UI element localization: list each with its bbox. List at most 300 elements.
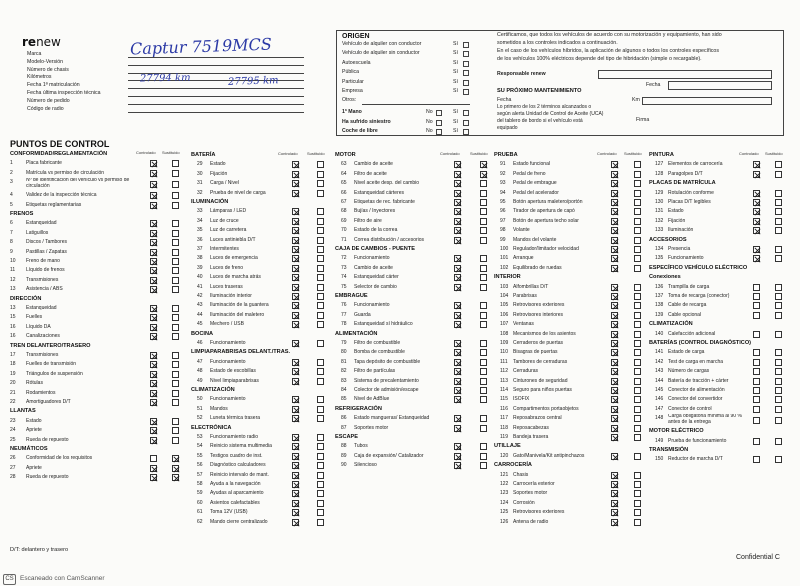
checked-checkbox[interactable] xyxy=(611,180,618,187)
checked-checkbox[interactable] xyxy=(150,380,157,387)
checked-checkbox[interactable] xyxy=(611,415,618,422)
checked-checkbox[interactable] xyxy=(611,331,618,338)
checked-checkbox[interactable] xyxy=(753,331,760,338)
checked-checkbox[interactable] xyxy=(150,324,157,331)
checked-checkbox[interactable] xyxy=(150,474,157,481)
replaced-checkbox[interactable] xyxy=(775,255,782,262)
checked-checkbox[interactable] xyxy=(753,208,760,215)
checked-checkbox[interactable] xyxy=(611,246,618,253)
checked-checkbox[interactable] xyxy=(454,302,461,309)
checked-checkbox[interactable] xyxy=(611,199,618,206)
replaced-checkbox[interactable] xyxy=(634,161,641,168)
checked-checkbox[interactable] xyxy=(454,415,461,422)
checked-checkbox[interactable] xyxy=(611,349,618,356)
checked-checkbox[interactable] xyxy=(611,161,618,168)
replaced-checkbox[interactable] xyxy=(317,453,324,460)
checked-checkbox[interactable] xyxy=(292,406,299,413)
replaced-checkbox[interactable] xyxy=(634,378,641,385)
checked-checkbox[interactable] xyxy=(150,455,157,462)
checked-checkbox[interactable] xyxy=(292,519,299,526)
replaced-checkbox[interactable] xyxy=(775,331,782,338)
replaced-checkbox[interactable] xyxy=(634,519,641,526)
checked-checkbox[interactable] xyxy=(454,312,461,319)
replaced-checkbox[interactable] xyxy=(317,293,324,300)
checked-checkbox[interactable] xyxy=(753,368,760,375)
checked-checkbox[interactable] xyxy=(292,255,299,262)
replaced-checkbox[interactable] xyxy=(317,180,324,187)
checked-checkbox[interactable] xyxy=(150,267,157,274)
checked-checkbox[interactable] xyxy=(150,160,157,167)
replaced-checkbox[interactable] xyxy=(317,378,324,385)
checked-checkbox[interactable] xyxy=(454,378,461,385)
replaced-checkbox[interactable] xyxy=(634,500,641,507)
checked-checkbox[interactable] xyxy=(753,199,760,206)
replaced-checkbox[interactable] xyxy=(775,396,782,403)
replaced-checkbox[interactable] xyxy=(634,293,641,300)
checked-checkbox[interactable] xyxy=(292,509,299,516)
checked-checkbox[interactable] xyxy=(292,453,299,460)
checked-checkbox[interactable] xyxy=(292,368,299,375)
replaced-checkbox[interactable] xyxy=(172,380,179,387)
replaced-checkbox[interactable] xyxy=(634,246,641,253)
checked-checkbox[interactable] xyxy=(611,171,618,178)
checked-checkbox[interactable] xyxy=(292,500,299,507)
replaced-checkbox[interactable] xyxy=(480,208,487,215)
checked-checkbox[interactable] xyxy=(753,456,760,463)
replaced-checkbox[interactable] xyxy=(317,415,324,422)
checked-checkbox[interactable] xyxy=(292,190,299,197)
replaced-checkbox[interactable] xyxy=(172,220,179,227)
replaced-checkbox[interactable] xyxy=(172,286,179,293)
checked-checkbox[interactable] xyxy=(454,443,461,450)
checked-checkbox[interactable] xyxy=(150,258,157,265)
replaced-checkbox[interactable] xyxy=(480,180,487,187)
origen-row-checkbox[interactable] xyxy=(463,70,469,76)
checked-checkbox[interactable] xyxy=(454,359,461,366)
replaced-checkbox[interactable] xyxy=(480,274,487,281)
checked-checkbox[interactable] xyxy=(454,237,461,244)
checked-checkbox[interactable] xyxy=(292,293,299,300)
replaced-checkbox[interactable] xyxy=(480,312,487,319)
checked-checkbox[interactable] xyxy=(753,227,760,234)
replaced-checkbox[interactable] xyxy=(317,246,324,253)
checked-checkbox[interactable] xyxy=(753,359,760,366)
replaced-checkbox[interactable] xyxy=(480,265,487,272)
replaced-checkbox[interactable] xyxy=(172,427,179,434)
mano-si-checkbox[interactable] xyxy=(463,129,469,135)
checked-checkbox[interactable] xyxy=(454,208,461,215)
checked-checkbox[interactable] xyxy=(454,218,461,225)
checked-checkbox[interactable] xyxy=(150,305,157,312)
replaced-checkbox[interactable] xyxy=(172,267,179,274)
checked-checkbox[interactable] xyxy=(454,425,461,432)
checked-checkbox[interactable] xyxy=(292,227,299,234)
checked-checkbox[interactable] xyxy=(753,396,760,403)
replaced-checkbox[interactable] xyxy=(775,417,782,424)
checked-checkbox[interactable] xyxy=(150,465,157,472)
replaced-checkbox[interactable] xyxy=(634,368,641,375)
replaced-checkbox[interactable] xyxy=(317,161,324,168)
replaced-checkbox[interactable] xyxy=(172,465,179,472)
replaced-checkbox[interactable] xyxy=(317,302,324,309)
replaced-checkbox[interactable] xyxy=(775,456,782,463)
replaced-checkbox[interactable] xyxy=(634,481,641,488)
replaced-checkbox[interactable] xyxy=(480,237,487,244)
replaced-checkbox[interactable] xyxy=(480,453,487,460)
replaced-checkbox[interactable] xyxy=(172,324,179,331)
replaced-checkbox[interactable] xyxy=(317,237,324,244)
replaced-checkbox[interactable] xyxy=(172,437,179,444)
replaced-checkbox[interactable] xyxy=(634,255,641,262)
checked-checkbox[interactable] xyxy=(753,161,760,168)
checked-checkbox[interactable] xyxy=(150,333,157,340)
checked-checkbox[interactable] xyxy=(611,218,618,225)
replaced-checkbox[interactable] xyxy=(317,255,324,262)
checked-checkbox[interactable] xyxy=(753,406,760,413)
replaced-checkbox[interactable] xyxy=(634,396,641,403)
checked-checkbox[interactable] xyxy=(292,434,299,441)
checked-checkbox[interactable] xyxy=(454,180,461,187)
replaced-checkbox[interactable] xyxy=(634,349,641,356)
replaced-checkbox[interactable] xyxy=(317,227,324,234)
replaced-checkbox[interactable] xyxy=(172,455,179,462)
checked-checkbox[interactable] xyxy=(611,500,618,507)
replaced-checkbox[interactable] xyxy=(172,249,179,256)
field-line[interactable] xyxy=(128,88,304,89)
checked-checkbox[interactable] xyxy=(454,171,461,178)
replaced-checkbox[interactable] xyxy=(480,340,487,347)
replaced-checkbox[interactable] xyxy=(775,199,782,206)
checked-checkbox[interactable] xyxy=(611,368,618,375)
checked-checkbox[interactable] xyxy=(611,387,618,394)
checked-checkbox[interactable] xyxy=(292,462,299,469)
replaced-checkbox[interactable] xyxy=(480,161,487,168)
replaced-checkbox[interactable] xyxy=(634,171,641,178)
field-line[interactable] xyxy=(128,65,304,66)
checked-checkbox[interactable] xyxy=(292,180,299,187)
replaced-checkbox[interactable] xyxy=(775,387,782,394)
checked-checkbox[interactable] xyxy=(454,453,461,460)
checked-checkbox[interactable] xyxy=(292,246,299,253)
replaced-checkbox[interactable] xyxy=(480,284,487,291)
replaced-checkbox[interactable] xyxy=(634,190,641,197)
replaced-checkbox[interactable] xyxy=(317,312,324,319)
replaced-checkbox[interactable] xyxy=(775,208,782,215)
replaced-checkbox[interactable] xyxy=(634,434,641,441)
replaced-checkbox[interactable] xyxy=(172,314,179,321)
replaced-checkbox[interactable] xyxy=(634,237,641,244)
checked-checkbox[interactable] xyxy=(292,161,299,168)
checked-checkbox[interactable] xyxy=(753,246,760,253)
replaced-checkbox[interactable] xyxy=(172,239,179,246)
replaced-checkbox[interactable] xyxy=(172,390,179,397)
checked-checkbox[interactable] xyxy=(753,302,760,309)
replaced-checkbox[interactable] xyxy=(172,352,179,359)
checked-checkbox[interactable] xyxy=(611,425,618,432)
replaced-checkbox[interactable] xyxy=(480,218,487,225)
checked-checkbox[interactable] xyxy=(454,396,461,403)
replaced-checkbox[interactable] xyxy=(172,230,179,237)
replaced-checkbox[interactable] xyxy=(634,340,641,347)
checked-checkbox[interactable] xyxy=(150,418,157,425)
checked-checkbox[interactable] xyxy=(611,509,618,516)
checked-checkbox[interactable] xyxy=(454,274,461,281)
checked-checkbox[interactable] xyxy=(292,171,299,178)
checked-checkbox[interactable] xyxy=(292,321,299,328)
checked-checkbox[interactable] xyxy=(454,284,461,291)
replaced-checkbox[interactable] xyxy=(317,265,324,272)
replaced-checkbox[interactable] xyxy=(775,293,782,300)
replaced-checkbox[interactable] xyxy=(480,462,487,469)
replaced-checkbox[interactable] xyxy=(480,302,487,309)
checked-checkbox[interactable] xyxy=(611,490,618,497)
replaced-checkbox[interactable] xyxy=(775,349,782,356)
replaced-checkbox[interactable] xyxy=(775,378,782,385)
checked-checkbox[interactable] xyxy=(292,218,299,225)
checked-checkbox[interactable] xyxy=(753,378,760,385)
replaced-checkbox[interactable] xyxy=(317,340,324,347)
replaced-checkbox[interactable] xyxy=(634,490,641,497)
replaced-checkbox[interactable] xyxy=(317,368,324,375)
checked-checkbox[interactable] xyxy=(150,230,157,237)
checked-checkbox[interactable] xyxy=(292,284,299,291)
replaced-checkbox[interactable] xyxy=(480,190,487,197)
checked-checkbox[interactable] xyxy=(150,202,157,209)
replaced-checkbox[interactable] xyxy=(634,321,641,328)
checked-checkbox[interactable] xyxy=(611,378,618,385)
checked-checkbox[interactable] xyxy=(611,312,618,319)
replaced-checkbox[interactable] xyxy=(172,333,179,340)
checked-checkbox[interactable] xyxy=(454,199,461,206)
checked-checkbox[interactable] xyxy=(292,396,299,403)
replaced-checkbox[interactable] xyxy=(775,368,782,375)
replaced-checkbox[interactable] xyxy=(634,180,641,187)
replaced-checkbox[interactable] xyxy=(317,472,324,479)
checked-checkbox[interactable] xyxy=(611,190,618,197)
checked-checkbox[interactable] xyxy=(454,265,461,272)
replaced-checkbox[interactable] xyxy=(634,425,641,432)
checked-checkbox[interactable] xyxy=(150,239,157,246)
replaced-checkbox[interactable] xyxy=(634,312,641,319)
otros-line[interactable] xyxy=(362,104,470,105)
checked-checkbox[interactable] xyxy=(150,220,157,227)
checked-checkbox[interactable] xyxy=(150,314,157,321)
replaced-checkbox[interactable] xyxy=(634,472,641,479)
checked-checkbox[interactable] xyxy=(753,284,760,291)
checked-checkbox[interactable] xyxy=(150,249,157,256)
checked-checkbox[interactable] xyxy=(292,302,299,309)
replaced-checkbox[interactable] xyxy=(317,462,324,469)
replaced-checkbox[interactable] xyxy=(317,274,324,281)
checked-checkbox[interactable] xyxy=(611,453,618,460)
field-line[interactable] xyxy=(128,112,304,113)
checked-checkbox[interactable] xyxy=(753,190,760,197)
replaced-checkbox[interactable] xyxy=(634,227,641,234)
checked-checkbox[interactable] xyxy=(150,277,157,284)
replaced-checkbox[interactable] xyxy=(480,378,487,385)
checked-checkbox[interactable] xyxy=(611,265,618,272)
replaced-checkbox[interactable] xyxy=(172,277,179,284)
checked-checkbox[interactable] xyxy=(753,255,760,262)
replaced-checkbox[interactable] xyxy=(317,509,324,516)
replaced-checkbox[interactable] xyxy=(634,302,641,309)
checked-checkbox[interactable] xyxy=(150,427,157,434)
checked-checkbox[interactable] xyxy=(150,181,157,188)
replaced-checkbox[interactable] xyxy=(480,359,487,366)
checked-checkbox[interactable] xyxy=(611,321,618,328)
replaced-checkbox[interactable] xyxy=(480,171,487,178)
checked-checkbox[interactable] xyxy=(150,399,157,406)
replaced-checkbox[interactable] xyxy=(634,284,641,291)
replaced-checkbox[interactable] xyxy=(480,349,487,356)
checked-checkbox[interactable] xyxy=(454,368,461,375)
replaced-checkbox[interactable] xyxy=(317,396,324,403)
next-km-field[interactable] xyxy=(642,97,772,105)
checked-checkbox[interactable] xyxy=(292,237,299,244)
replaced-checkbox[interactable] xyxy=(480,255,487,262)
replaced-checkbox[interactable] xyxy=(172,181,179,188)
checked-checkbox[interactable] xyxy=(150,170,157,177)
replaced-checkbox[interactable] xyxy=(317,218,324,225)
replaced-checkbox[interactable] xyxy=(317,481,324,488)
checked-checkbox[interactable] xyxy=(753,349,760,356)
checked-checkbox[interactable] xyxy=(753,171,760,178)
checked-checkbox[interactable] xyxy=(292,274,299,281)
checked-checkbox[interactable] xyxy=(611,302,618,309)
replaced-checkbox[interactable] xyxy=(775,302,782,309)
replaced-checkbox[interactable] xyxy=(317,490,324,497)
checked-checkbox[interactable] xyxy=(150,390,157,397)
field-line[interactable] xyxy=(128,104,304,105)
replaced-checkbox[interactable] xyxy=(317,500,324,507)
replaced-checkbox[interactable] xyxy=(480,443,487,450)
field-line[interactable] xyxy=(128,96,304,97)
checked-checkbox[interactable] xyxy=(611,208,618,215)
checked-checkbox[interactable] xyxy=(150,192,157,199)
checked-checkbox[interactable] xyxy=(611,237,618,244)
replaced-checkbox[interactable] xyxy=(317,359,324,366)
replaced-checkbox[interactable] xyxy=(634,406,641,413)
checked-checkbox[interactable] xyxy=(611,284,618,291)
origen-row-checkbox[interactable] xyxy=(463,51,469,57)
checked-checkbox[interactable] xyxy=(292,378,299,385)
replaced-checkbox[interactable] xyxy=(634,199,641,206)
replaced-checkbox[interactable] xyxy=(775,438,782,445)
checked-checkbox[interactable] xyxy=(611,472,618,479)
checked-checkbox[interactable] xyxy=(611,340,618,347)
replaced-checkbox[interactable] xyxy=(172,418,179,425)
checked-checkbox[interactable] xyxy=(611,359,618,366)
replaced-checkbox[interactable] xyxy=(775,190,782,197)
checked-checkbox[interactable] xyxy=(292,443,299,450)
replaced-checkbox[interactable] xyxy=(775,227,782,234)
replaced-checkbox[interactable] xyxy=(480,321,487,328)
mano-si-checkbox[interactable] xyxy=(463,120,469,126)
replaced-checkbox[interactable] xyxy=(775,218,782,225)
checked-checkbox[interactable] xyxy=(454,161,461,168)
replaced-checkbox[interactable] xyxy=(634,359,641,366)
replaced-checkbox[interactable] xyxy=(634,265,641,272)
replaced-checkbox[interactable] xyxy=(172,399,179,406)
replaced-checkbox[interactable] xyxy=(775,406,782,413)
checked-checkbox[interactable] xyxy=(292,208,299,215)
replaced-checkbox[interactable] xyxy=(317,208,324,215)
checked-checkbox[interactable] xyxy=(292,340,299,347)
checked-checkbox[interactable] xyxy=(753,387,760,394)
origen-row-checkbox[interactable] xyxy=(463,61,469,67)
replaced-checkbox[interactable] xyxy=(480,415,487,422)
replaced-checkbox[interactable] xyxy=(775,312,782,319)
replaced-checkbox[interactable] xyxy=(480,425,487,432)
replaced-checkbox[interactable] xyxy=(317,443,324,450)
replaced-checkbox[interactable] xyxy=(775,171,782,178)
replaced-checkbox[interactable] xyxy=(480,387,487,394)
checked-checkbox[interactable] xyxy=(611,481,618,488)
checked-checkbox[interactable] xyxy=(611,255,618,262)
checked-checkbox[interactable] xyxy=(753,218,760,225)
replaced-checkbox[interactable] xyxy=(317,406,324,413)
replaced-checkbox[interactable] xyxy=(480,396,487,403)
replaced-checkbox[interactable] xyxy=(634,453,641,460)
replaced-checkbox[interactable] xyxy=(634,415,641,422)
checked-checkbox[interactable] xyxy=(611,396,618,403)
checked-checkbox[interactable] xyxy=(454,387,461,394)
checked-checkbox[interactable] xyxy=(454,227,461,234)
replaced-checkbox[interactable] xyxy=(775,284,782,291)
checked-checkbox[interactable] xyxy=(150,361,157,368)
checked-checkbox[interactable] xyxy=(753,438,760,445)
checked-checkbox[interactable] xyxy=(292,481,299,488)
mano-si-checkbox[interactable] xyxy=(463,110,469,116)
replaced-checkbox[interactable] xyxy=(172,305,179,312)
replaced-checkbox[interactable] xyxy=(634,387,641,394)
replaced-checkbox[interactable] xyxy=(775,161,782,168)
checked-checkbox[interactable] xyxy=(454,340,461,347)
checked-checkbox[interactable] xyxy=(454,321,461,328)
checked-checkbox[interactable] xyxy=(292,490,299,497)
checked-checkbox[interactable] xyxy=(611,227,618,234)
replaced-checkbox[interactable] xyxy=(172,474,179,481)
replaced-checkbox[interactable] xyxy=(172,202,179,209)
replaced-checkbox[interactable] xyxy=(634,218,641,225)
replaced-checkbox[interactable] xyxy=(317,171,324,178)
checked-checkbox[interactable] xyxy=(292,265,299,272)
replaced-checkbox[interactable] xyxy=(317,190,324,197)
replaced-checkbox[interactable] xyxy=(775,246,782,253)
mano-no-checkbox[interactable] xyxy=(436,110,442,116)
replaced-checkbox[interactable] xyxy=(317,284,324,291)
checked-checkbox[interactable] xyxy=(150,286,157,293)
responsable-field[interactable] xyxy=(598,70,772,79)
checked-checkbox[interactable] xyxy=(753,417,760,424)
replaced-checkbox[interactable] xyxy=(317,321,324,328)
replaced-checkbox[interactable] xyxy=(634,331,641,338)
fecha-field[interactable] xyxy=(668,81,772,90)
replaced-checkbox[interactable] xyxy=(634,208,641,215)
checked-checkbox[interactable] xyxy=(611,519,618,526)
replaced-checkbox[interactable] xyxy=(480,227,487,234)
checked-checkbox[interactable] xyxy=(753,312,760,319)
checked-checkbox[interactable] xyxy=(454,255,461,262)
replaced-checkbox[interactable] xyxy=(480,368,487,375)
replaced-checkbox[interactable] xyxy=(775,359,782,366)
checked-checkbox[interactable] xyxy=(611,434,618,441)
replaced-checkbox[interactable] xyxy=(172,170,179,177)
checked-checkbox[interactable] xyxy=(454,190,461,197)
replaced-checkbox[interactable] xyxy=(317,434,324,441)
replaced-checkbox[interactable] xyxy=(172,258,179,265)
replaced-checkbox[interactable] xyxy=(317,519,324,526)
